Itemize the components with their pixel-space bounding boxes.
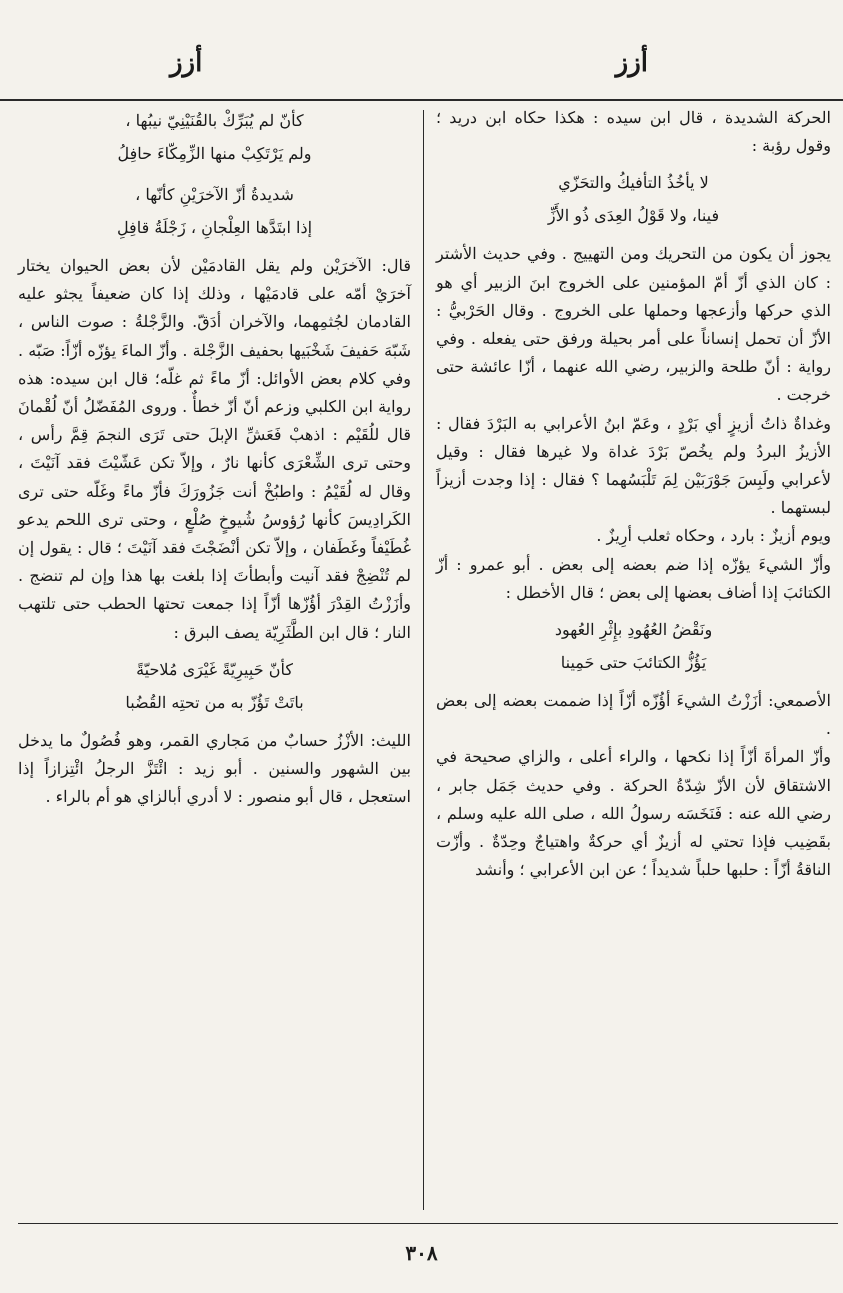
right-paragraph-1: الحركة الشديدة ، قال ابن سيده : هكذا حكاه ابن دريد ؛ وقول رؤبة : bbox=[436, 108, 831, 156]
header-entry-right: أزز bbox=[615, 48, 648, 78]
page-number: ٣٠٨ bbox=[405, 1241, 438, 1265]
left-column bbox=[18, 104, 411, 811]
right-verse-1-line-2: فينا، ولا قَوْلُ العِدَى ذُو الأَزِّ bbox=[547, 206, 720, 226]
right-verse-2-line-1: ونَقْضُ العُهُودِ بإِثْرِ العُهود bbox=[554, 620, 713, 640]
right-paragraph-3: وغداةٌ ذاتُ أزيزٍ أي بَرْدٍ ، وعَمّ ابنُ الأعرابي به البَرْدَ فقال : الأزيزُ البردُ ولم يخُصّ بَرْدَ غداة ولا غيرها فقال : وقيل لأعرابي ولَبِسَ جَوْرَبَيْن لِمَ تَلْبَسُهما ؟ فقال : إذا وجدت أزيزاً لبستهما . bbox=[436, 413, 831, 518]
column-divider bbox=[423, 110, 424, 1210]
right-paragraph-7: وأزّ المرأةَ أزّاً إذا نكحها ، والراء أعلى ، والزاي صحيحة في الاشتقاق لأن الأزّ شِدّةُ الحركة . وفي حديث جَمَل جابر ، رضي الله عنه : فَنَخَسَه رسولُ الله ، صلى الله عليه وسلم ، بقَضِيب فإذا تحتي له أزيزٌ أي حركةٌ واهتياجٌ وحِدّةٌ . وأزّت الناقةُ أزّاً : حلبها حلباً شديداً ؛ عن ابن الأعرابي ؛ وأنشد bbox=[436, 747, 832, 880]
right-paragraph-5: وأزّ الشيءَ يؤزّه إذا ضم بعضه إلى بعض . أبو عمرو : أزّ الكتائبَ إذا أضاف بعضها إلى بعض ؛ قال الأخطل : bbox=[436, 554, 831, 602]
right-column bbox=[436, 104, 831, 884]
left-verse-3-line-2: باتَتْ تَؤُزّ به من تحتِه القُضُبا bbox=[125, 692, 304, 712]
right-verse-2-line-2: يَؤُزُّ الكتائبَ حتى حَمِينا bbox=[560, 653, 707, 673]
right-verse-1-line-1: لا يأخُذُ التأفيكُ والتحَزّي bbox=[558, 173, 709, 193]
top-rule bbox=[0, 99, 843, 101]
running-header bbox=[0, 48, 843, 88]
left-verse-1-line-2: ولم يَرْتَكِبْ منها الزِّمِكّاءَ حافِلُ bbox=[117, 144, 312, 163]
right-paragraph-4: ويوم أزيزٌ : بارد ، وحكاه ثعلب أرِيزٌ . bbox=[596, 526, 831, 546]
left-verse-2-line-2: إذا ابتَدَّها العِلْجانِ ، زَجْلَةُ قافِلِ bbox=[116, 218, 313, 237]
left-paragraph-1: قال: الآخرَيْن ولم يقل القادمَيْن لأن بعض الحيوان يختار آخرَيْ أمّه على قادمَيْها ، وذلك إذا كان ضعيفاً يجثو عليه القادمان لجُثمِهما، والآخران أدَقّ. والزَّجْلةُ : صوت الناس ، شَبّهَ حَفيفَ شَخْبَيها بحفيف الزَّجْلة . وأزّ الماءَ يؤزّه أزّاً: صَبّه . وفي كلام بعض الأوائل: أزّ ماءً ثم غلّه؛ قال ابن سيده: هذه رواية ابن الكلبي وزعم أنّ أزّ خطأٌ . وروى المُفَضّلُ أنّ لُقْمانَ قال للُقَيْم : اذهبْ فَعَشِّ الإبلَ حتى تَرَى النجمَ قِمَّ رأس ، وحتى ترى الشِّعْرَى كأنها نارٌ ، وإلاّ تكن عَشّيْتَ فقد آنَيْتَ ، وقال له لُقَيْمُ : واطبُخْ أنت جَزُورَكَ فأزّ ماءً وغَلّه حتى ترى الكَرادِيسَ كأنها رُؤوسُ شُيوخٍ صُلْعٍ ، وحتى ترى اللحم يدعو غُطَيْفاً وغَطَفان ، وإلاّ تكن أنْضَجْتَ فقد آنَيْتَ ؛ قال : يقول إن لم تُنْضِجْ فقد آنيت وأبطأتَ إذا بلغت بها هذا وإن لم تنضج . وأزَزْتُ القِدْرَ أؤُزّها أزّاً إذا جمعت تحتها الحطب حتى تلتهب النار ؛ قال ابن الطَّثَرِيّة يصف البرق : bbox=[18, 256, 412, 642]
left-paragraph-2: الليث: الأزْزُ حسابٌ من مَجاري القمر، وهو فُصُولٌ ما يدخل بين الشهور والسنين . أبو زيد : ائْتَزَّ الرجلُ ائْتِزازاً إذا استعجل ، قال أبو منصور : لا أدري أبالزاي هو أم بالراء . bbox=[18, 730, 411, 807]
header-entry-left: أزز bbox=[170, 48, 203, 78]
left-verse-2-line-1: شديدةُ أزّ الآخرَيْنِ كأنّها ، bbox=[135, 185, 294, 204]
right-paragraph-6: الأصمعي: أزَزْتُ الشيءَ أؤُزّه أزّاً إذا ضممت بعضه إلى بعض . bbox=[436, 691, 831, 739]
bottom-rule bbox=[18, 1223, 838, 1224]
right-paragraph-2: يجوز أن يكون من التحريك ومن التهييج . وفي حديث الأشتر : كان الذي أزّ أمّ المؤمنين على الخروج ابنَ الزبير أي هو الذي حركها وأزعجها وحملها على الخروج . وقال الحَرْبيُّ : الأزّ أن تحمل إنساناً على أمر بحيلة ورفق حتى يفعله . وفي رواية : أنّ طلحة والزبير، رضي الله عنهما ، أزّا عائشة حتى خرجت . bbox=[436, 244, 831, 405]
left-verse-3-line-1: كأنّ حَبِيرِيّةً غَيْرَى مُلاحيّةً bbox=[136, 659, 293, 679]
left-verse-1-line-1: كأنّ لم يُبَرِّكْ بالقُنَيْنِيّ نيبُها ، bbox=[125, 111, 304, 130]
